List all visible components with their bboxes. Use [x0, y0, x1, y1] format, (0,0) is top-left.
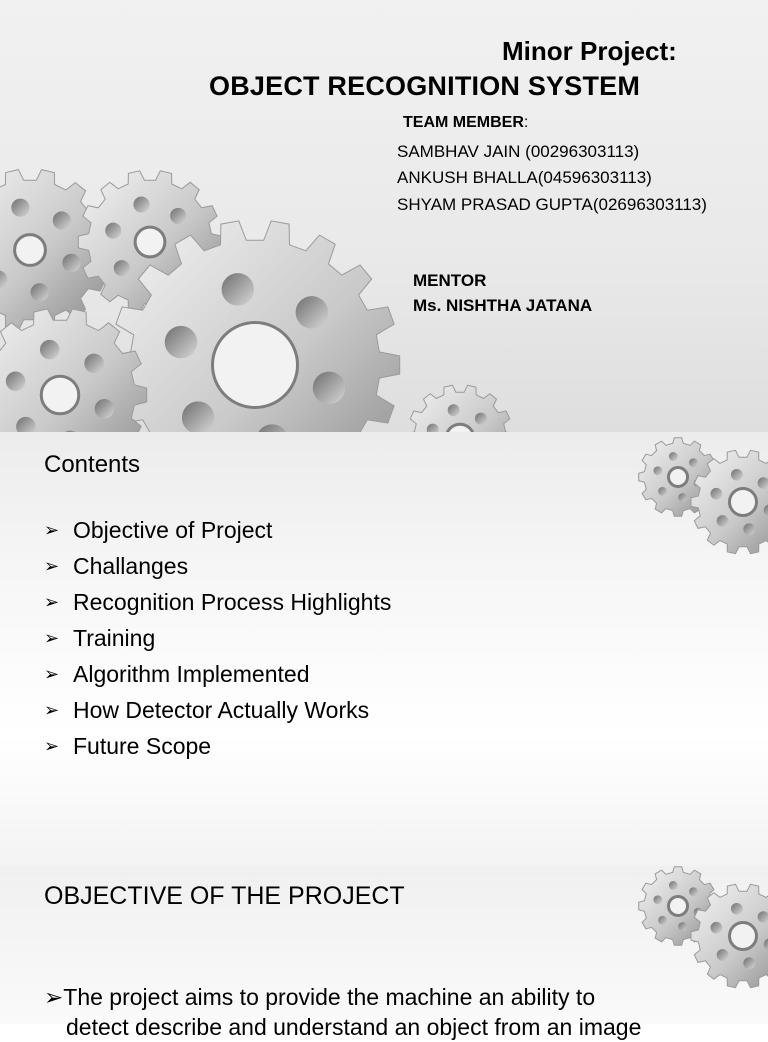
list-item: ➢ Future Scope — [44, 732, 212, 759]
gears-decoration-corner — [628, 866, 768, 966]
title-slide — [0, 0, 768, 432]
objective-body: ➢The project aims to provide the machine an ability to detect describe and understand an object from an image — [44, 984, 642, 1040]
arrow-bullet-icon: ➢ — [44, 591, 60, 612]
arrow-bullet-icon: ➢ — [44, 627, 60, 648]
arrow-bullet-icon: ➢ — [44, 663, 60, 684]
list-item: ➢ Recognition Process Highlights — [44, 588, 392, 615]
contents-title: Contents — [44, 451, 141, 478]
list-item: ➢ Challanges — [44, 552, 189, 579]
gears-decoration-small — [395, 380, 535, 432]
arrow-bullet-icon: ➢ — [44, 555, 60, 576]
list-item: ➢ Algorithm Implemented — [44, 660, 310, 687]
gears-decoration-large — [0, 150, 440, 432]
arrow-bullet-icon: ➢ — [44, 519, 60, 540]
arrow-bullet-icon: ➢ — [44, 735, 60, 756]
contents-slide — [0, 432, 768, 866]
objective-slide — [0, 866, 768, 1040]
team-member-1: SAMBHAV JAIN (00296303113) — [397, 142, 640, 161]
contents-list — [44, 512, 391, 764]
team-heading: TEAM MEMBER: — [403, 114, 529, 131]
team-member-3: SHYAM PRASAD GUPTA(02696303113) — [397, 195, 707, 214]
list-item: ➢ How Detector Actually Works — [44, 696, 370, 723]
arrow-bullet-icon: ➢ — [44, 699, 60, 720]
list-item: ➢ Objective of Project — [44, 516, 273, 543]
arrow-bullet-icon: ➢ — [44, 984, 64, 1010]
mentor-heading: MENTOR — [413, 271, 487, 290]
mentor-name: Ms. NISHTHA JATANA — [413, 296, 593, 315]
objective-title: OBJECTIVE OF THE PROJECT — [44, 882, 405, 910]
page-title: OBJECT RECOGNITION SYSTEM — [209, 71, 641, 101]
project-label: Minor Project: — [502, 36, 677, 66]
gears-decoration-corner — [628, 432, 768, 532]
team-member-2: ANKUSH BHALLA(04596303113) — [397, 168, 652, 187]
list-item: ➢ Training — [44, 624, 156, 651]
